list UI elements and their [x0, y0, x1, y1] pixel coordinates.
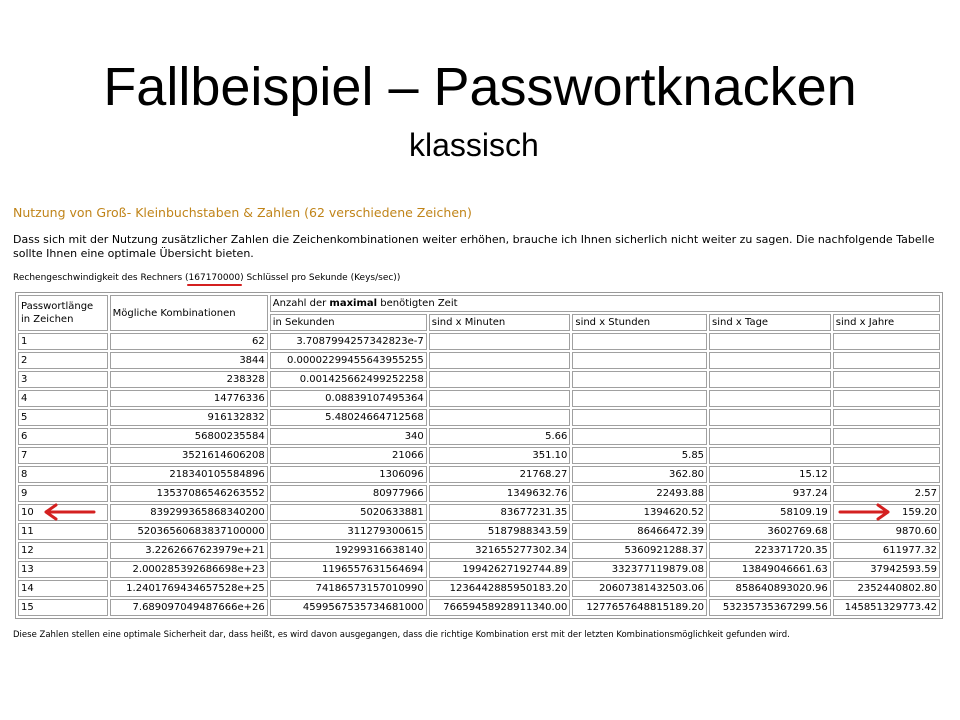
cell-combinations: 839299365868340200 — [110, 504, 268, 521]
cell-minutes — [429, 390, 571, 407]
combination-table — [15, 292, 943, 619]
cell-combinations: 52036560683837100000 — [110, 523, 268, 540]
cell-minutes: 351.10 — [429, 447, 571, 464]
cell-years — [833, 447, 940, 464]
cell-seconds: 74186573157010990 — [270, 580, 427, 597]
cell-days — [709, 352, 831, 369]
cell-combinations: 56800235584 — [110, 428, 268, 445]
cell-hours: 86466472.39 — [572, 523, 707, 540]
cell-days: 3602769.68 — [709, 523, 831, 540]
cell-days: 58109.19 — [709, 504, 831, 521]
cell-minutes: 76659458928911340.00 — [429, 599, 571, 616]
cell-hours: 1277657648815189.20 — [572, 599, 707, 616]
cell-hours — [572, 390, 707, 407]
cell-days: 15.12 — [709, 466, 831, 483]
cell-length: 13 — [18, 561, 108, 578]
cell-seconds: 19299316638140 — [270, 542, 427, 559]
cell-days: 223371720.35 — [709, 542, 831, 559]
cell-length: 10 — [18, 504, 108, 521]
cell-minutes: 321655277302.34 — [429, 542, 571, 559]
cell-length: 1 — [18, 333, 108, 350]
cell-years: 611977.32 — [833, 542, 940, 559]
table-row — [18, 352, 940, 369]
cell-seconds: 0.001425662499252258 — [270, 371, 427, 388]
cell-minutes: 1236442885950183.20 — [429, 580, 571, 597]
cell-years: 145851329773.42 — [833, 599, 940, 616]
cell-hours: 20607381432503.06 — [572, 580, 707, 597]
table-row — [18, 447, 940, 464]
computing-speed-line — [13, 272, 945, 284]
cell-years — [833, 333, 940, 350]
cell-minutes: 19942627192744.89 — [429, 561, 571, 578]
table-row — [18, 485, 940, 502]
cell-length: 12 — [18, 542, 108, 559]
cell-combinations: 3521614606208 — [110, 447, 268, 464]
cell-days: 53235735367299.56 — [709, 599, 831, 616]
table-row — [18, 333, 940, 350]
cell-hours: 5.85 — [572, 447, 707, 464]
subheader-hours: sind x Stunden — [572, 314, 707, 331]
table-row — [18, 542, 940, 559]
cell-days: 858640893020.96 — [709, 580, 831, 597]
left-arrow-icon — [40, 502, 96, 522]
cell-combinations: 2.000285392686698e+23 — [110, 561, 268, 578]
cell-length: 3 — [18, 371, 108, 388]
cell-seconds: 80977966 — [270, 485, 427, 502]
cell-length: 2 — [18, 352, 108, 369]
cell-days: 13849046661.63 — [709, 561, 831, 578]
cell-years — [833, 390, 940, 407]
cell-combinations: 13537086546263552 — [110, 485, 268, 502]
cell-seconds: 311279300615 — [270, 523, 427, 540]
cell-length: 4 — [18, 390, 108, 407]
header-combinations: Mögliche Kombinationen — [110, 295, 268, 331]
cell-seconds: 340 — [270, 428, 427, 445]
header-time — [270, 295, 940, 312]
header-time-prefix: Anzahl der — [272, 298, 330, 309]
header-length: Passwortlänge in Zeichen — [18, 295, 108, 331]
slide-subtitle: klassisch — [409, 127, 539, 163]
cell-days — [709, 409, 831, 426]
cell-minutes: 5.66 — [429, 428, 571, 445]
cell-combinations: 62 — [110, 333, 268, 350]
cell-years: 159.20 — [833, 504, 940, 521]
speed-suffix: ) Schlüssel pro Sekunde (Keys/sec)) — [240, 273, 401, 283]
cell-seconds: 4599567535734681000 — [270, 599, 427, 616]
cell-combinations: 916132832 — [110, 409, 268, 426]
table-row — [18, 409, 940, 426]
subheader-seconds: in Sekunden — [270, 314, 427, 331]
cell-hours — [572, 428, 707, 445]
cell-seconds: 0.08839107495364 — [270, 390, 427, 407]
table-body — [18, 333, 940, 616]
subheader-days: sind x Tage — [709, 314, 831, 331]
cell-seconds: 5020633881 — [270, 504, 427, 521]
cell-combinations: 218340105584896 — [110, 466, 268, 483]
cell-hours: 22493.88 — [572, 485, 707, 502]
cell-length: 9 — [18, 485, 108, 502]
cell-seconds: 3.7087994257342823e-7 — [270, 333, 427, 350]
cell-years: 2.57 — [833, 485, 940, 502]
cell-length: 7 — [18, 447, 108, 464]
speed-underline — [187, 284, 243, 286]
cell-days — [709, 390, 831, 407]
cell-minutes — [429, 371, 571, 388]
cell-hours: 1394620.52 — [572, 504, 707, 521]
cell-length: 11 — [18, 523, 108, 540]
cell-minutes: 83677231.35 — [429, 504, 571, 521]
cell-hours: 362.80 — [572, 466, 707, 483]
cell-seconds: 5.48024664712568 — [270, 409, 427, 426]
table-row — [18, 599, 940, 616]
cell-combinations: 1.2401769434657528e+25 — [110, 580, 268, 597]
intro-paragraph: Dass sich mit der Nutzung zusätzlicher Zahlen die Zeichenkombinationen weiter erhöhen, brauche ich Ihnen sicherlich nicht weiter zu sagen. Die nachfolgende Tabelle sollte Ihnen eine optimale Übersicht bieten. — [13, 233, 935, 260]
cell-length: 8 — [18, 466, 108, 483]
footer-note: Diese Zahlen stellen eine optimale Sicherheit dar, dass heißt, es wird davon ausgegangen, dass die richtige Kombination erst mit der letzten Kombinationsmöglichkeit gefunden wird. — [13, 630, 790, 640]
cell-years: 9870.60 — [833, 523, 940, 540]
cell-days — [709, 447, 831, 464]
cell-days — [709, 371, 831, 388]
cell-hours — [572, 352, 707, 369]
cell-years — [833, 466, 940, 483]
embedded-screenshot — [13, 205, 945, 641]
header-time-suffix: benötigten Zeit — [377, 298, 458, 309]
table-row — [18, 466, 940, 483]
cell-combinations: 7.689097049487666e+26 — [110, 599, 268, 616]
speed-prefix: Rechengeschwindigkeit des Rechners ( — [13, 273, 189, 283]
cell-minutes: 21768.27 — [429, 466, 571, 483]
cell-length: 5 — [18, 409, 108, 426]
cell-hours: 5360921288.37 — [572, 542, 707, 559]
cell-days — [709, 333, 831, 350]
cell-minutes — [429, 409, 571, 426]
cell-combinations: 14776336 — [110, 390, 268, 407]
cell-length: 14 — [18, 580, 108, 597]
section-heading: Nutzung von Groß- Kleinbuchstaben & Zahlen (62 verschiedene Zeichen) — [13, 205, 472, 220]
cell-hours — [572, 371, 707, 388]
cell-combinations: 3844 — [110, 352, 268, 369]
header-time-bold: maximal — [329, 298, 378, 309]
cell-years — [833, 352, 940, 369]
cell-hours — [572, 333, 707, 350]
cell-length: 6 — [18, 428, 108, 445]
table-header-row — [18, 295, 940, 312]
cell-hours: 332377119879.08 — [572, 561, 707, 578]
subheader-years: sind x Jahre — [833, 314, 940, 331]
table-row — [18, 504, 940, 521]
cell-days — [709, 428, 831, 445]
table-row — [18, 371, 940, 388]
cell-days: 937.24 — [709, 485, 831, 502]
cell-length: 15 — [18, 599, 108, 616]
table-row — [18, 390, 940, 407]
cell-seconds: 21066 — [270, 447, 427, 464]
table-row — [18, 580, 940, 597]
table-row — [18, 523, 940, 540]
cell-minutes — [429, 333, 571, 350]
cell-combinations: 3.2262667623979e+21 — [110, 542, 268, 559]
cell-hours — [572, 409, 707, 426]
cell-seconds: 1196557631564694 — [270, 561, 427, 578]
subheader-minutes: sind x Minuten — [429, 314, 571, 331]
cell-years: 37942593.59 — [833, 561, 940, 578]
cell-seconds: 0.00002299455643955255 — [270, 352, 427, 369]
cell-combinations: 238328 — [110, 371, 268, 388]
right-arrow-icon — [838, 502, 894, 522]
table-row — [18, 428, 940, 445]
cell-years: 2352440802.80 — [833, 580, 940, 597]
speed-value-wrap — [189, 273, 241, 283]
cell-minutes — [429, 352, 571, 369]
cell-minutes: 5187988343.59 — [429, 523, 571, 540]
cell-seconds: 1306096 — [270, 466, 427, 483]
speed-value: 167170000 — [188, 273, 241, 283]
slide-title: Fallbeispiel – Passwortknacken — [103, 57, 857, 117]
cell-years — [833, 409, 940, 426]
cell-years — [833, 428, 940, 445]
cell-years — [833, 371, 940, 388]
cell-minutes: 1349632.76 — [429, 485, 571, 502]
table-row — [18, 561, 940, 578]
